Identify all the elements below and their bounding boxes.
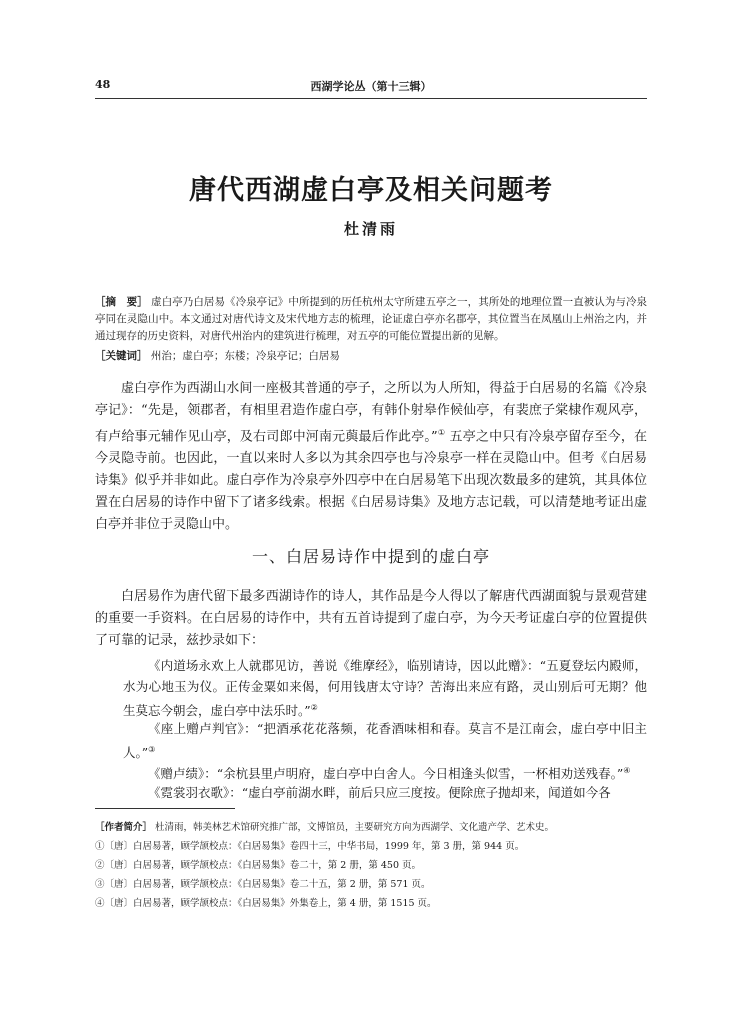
section-heading-1: 一、白居易诗作中提到的虚白亭 xyxy=(251,547,490,566)
poem-quote-3 xyxy=(123,760,647,784)
article-title: 唐代西湖虚白亭及相关问题考 xyxy=(189,175,553,206)
p1-text-a: 虚白亭作为西湖山水间一座极其普通的亭子，之所以为人所知，得益于白居易的名篇《冷泉亭记》：“先是，领郡者，有相里君造作虚白亭，有韩仆射皋作候仙亭，有裴庶子棠棣作观风亭，有卢给事元辅作见山亭，及右司郎中河南元藇最后作此亭。” xyxy=(95,381,647,445)
body-paragraph-2: 白居易作为唐代留下最多西湖诗作的诗人，其作品是今人得以了解唐代西湖面貌与景观营建的重要一手资料。在白居易的诗作中，共有五首诗提到了虚白亭，为今天考证虚白亭的位置提供了可靠的记录，兹抄录如下： xyxy=(95,589,647,648)
footnote-ref-3[interactable]: ③ xyxy=(148,745,156,754)
keywords xyxy=(95,348,647,365)
footnote-3: ③〔唐〕白居易著，顾学颉校点：《白居易集》卷二十五，第 2 册，第 571 页。 xyxy=(95,879,431,890)
poem-quote-2 xyxy=(123,718,647,763)
poem-quote-2-text: 《座上赠卢判官》：“把酒承花花落频，花香酒味相和春。莫言不是江南会，虚白亭中旧主人。” xyxy=(123,721,647,761)
body-paragraph-1 xyxy=(95,378,647,536)
poem-quote-1-text: 《内道场永欢上人就郡见访，善说《维摩经》，临别请诗，因以此赠》：“五夏登坛内殿师，水为心地玉为仪。正传金粟如来偈，何用钱唐太守诗？苦海出来应有路，灵山别后可无期？他生莫忘今朝会，虚白亭中法乐时。” xyxy=(123,658,647,719)
footnote-divider xyxy=(95,808,235,809)
abstract xyxy=(95,294,647,345)
poem-quote-4: 《霓裳羽衣歌》：“虚白亭前湖水畔，前后只应三度按。便除庶子抛却来，闻道如今各 xyxy=(148,785,611,800)
keywords-label: ［关键词］ xyxy=(95,350,148,362)
footnote-1: ①〔唐〕白居易著，顾学颉校点：《白居易集》卷四十三，中华书局，1999 年，第 3 册，第 944 页。 xyxy=(95,841,525,852)
footnotes xyxy=(95,818,647,913)
footnote-4: ④〔唐〕白居易著，顾学颉校点：《白居易集》外集卷上，第 4 册，第 1515 页。 xyxy=(95,898,437,909)
footnote-ref-4[interactable]: ④ xyxy=(623,766,631,775)
article-author: 杜清雨 xyxy=(343,220,398,238)
abstract-label: ［摘 要］ xyxy=(95,296,148,308)
p1-text-b: 五亭之中只有冷泉亭留存至今，在今灵隐寺前。也因此，一直以来时人多以为其余四亭也与冷泉亭一样在灵隐山中。但考《白居易诗集》似乎并非如此。虚白亭作为冷泉亭外四亭中在白居易笔下出现次数最多的建筑，其具体位置在白居易的诗作中留下了诸多线索。根据《白居易诗集》及地方志记载，可以清楚地考证出虚白亭并非位于灵隐山中。 xyxy=(95,429,647,533)
poem-quote-3-text: 《赠卢绩》：“余杭县里卢明府，虚白亭中白舍人。今日相逢头似雪，一杯相劝送残春。” xyxy=(148,766,624,782)
author-bio xyxy=(95,818,647,837)
footnote-2: ②〔唐〕白居易著，顾学颉校点：《白居易集》卷二十，第 2 册，第 450 页。 xyxy=(95,860,422,871)
journal-name: 西湖学论丛（第十三辑） xyxy=(310,80,432,93)
keywords-text: 州治；虚白亭；东楼；冷泉亭记；白居易 xyxy=(150,350,340,362)
author-bio-text: 杜清雨，韩美林艺术馆研究推广部，文博馆员，主要研究方向为西湖学、文化遗产学、艺术史。 xyxy=(155,822,555,833)
running-header xyxy=(95,76,647,96)
footnote-ref-1[interactable]: ① xyxy=(437,428,446,437)
author-bio-label: ［作者简介］ xyxy=(95,822,153,833)
poem-quote-1 xyxy=(123,655,647,721)
abstract-text: 虚白亭乃白居易《冷泉亭记》中所提到的历任杭州太守所建五亭之一，其所处的地理位置一直被认为与冷泉亭同在灵隐山中。本文通过对唐代诗文及宋代地方志的梳理，论证虚白亭亦名郡亭，其位置当在凤凰山上州治之内，并通过现存的历史资料，对唐代州治内的建筑进行梳理，对五亭的可能位置提出新的见解。 xyxy=(95,296,648,342)
footnote-ref-2[interactable]: ② xyxy=(310,703,318,712)
page-number: 48 xyxy=(95,78,111,91)
header-divider xyxy=(95,98,647,99)
